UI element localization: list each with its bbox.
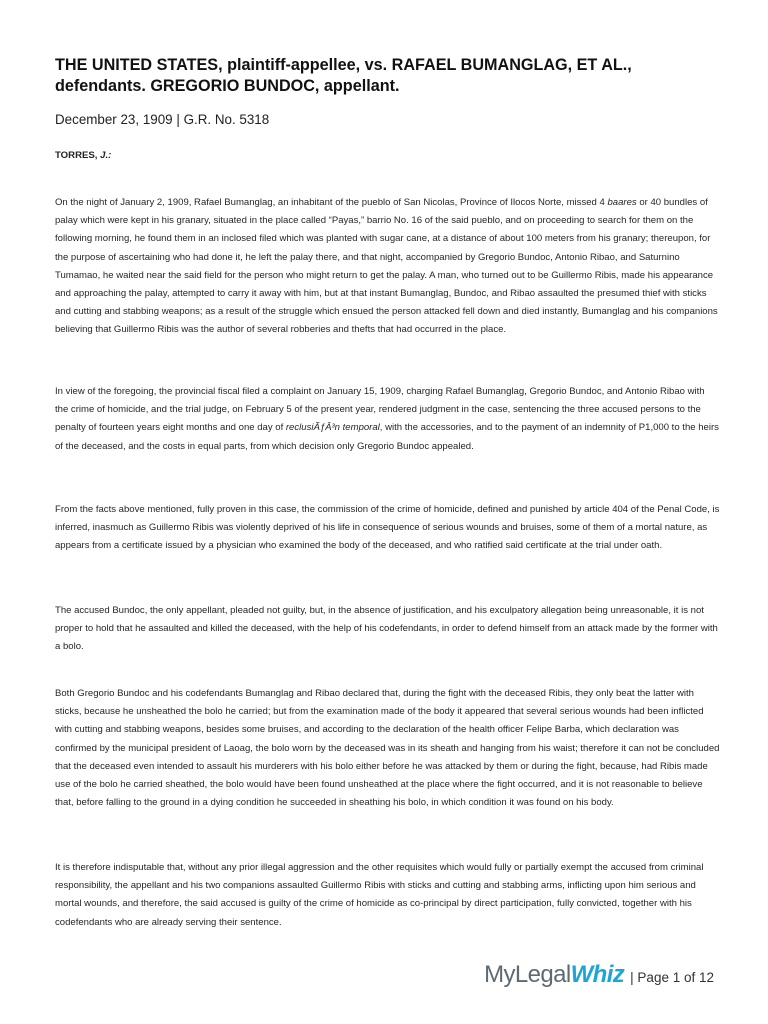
case-dateline bbox=[55, 111, 269, 129]
case-gr-number: G.R. No. 5318 bbox=[183, 112, 270, 127]
paragraph-2-italic: reclusiÃƒÂ³n temporal bbox=[285, 422, 380, 434]
paragraph-5: Both Gregorio Bundoc and his codefendants Bumanglag and Ribao declared that, during the fight with the deceased Ribis, they only beat the latter with sticks, because he unsheathed the bolo he carried; but from the examination made of the body it appeared that several serious wounds had been inflicted with cutting and stabbing weapons, besides some bruises, and according to the declaration of the health officer Felipe Barba, which declaration was confirmed by the municipal president of Laoag, the bolo worn by the deceased was in its sheath and hanging from his waist; therefore it can not be concluded that the deceased even intended to assault his murderers with his bolo either before he was attacked by them or during the fight, because, had Ribis made use of the bolo he carried sheathed, the bolo would have been found unsheathed at the place where the fight occurred, and it is not reasonable to believe that, before falling to the ground in a dying condition he succeeded in sheathing his bolo, in which condition it was found on his body. bbox=[55, 688, 720, 809]
page-number: | Page 1 of 12 bbox=[630, 969, 714, 985]
logo-text-whiz: Whiz bbox=[570, 961, 625, 988]
paragraph-2-text-b: , with the accessories, and to the payment of an indemnity of P1,000 to the heirs of the deceased, and the costs in equal parts, from which decision only Gregorio Bundoc appealed. bbox=[55, 422, 719, 452]
dateline-separator: | bbox=[176, 112, 180, 127]
ponente-suffix: J.: bbox=[100, 150, 112, 161]
paragraph-2 bbox=[55, 383, 720, 456]
paragraph-4: The accused Bundoc, the only appellant, pleaded not guilty, but, in the absence of justification, and his exculpatory allegation being unreasonable, it is not proper to hold that he assaulted and killed the deceased, with the help of his codefendants, in order to defend himself from an attack made by the former with a bolo. bbox=[55, 605, 718, 653]
paragraph-3: From the facts above mentioned, fully proven in this case, the commission of the crime of homicide, defined and punished by article 404 of the Penal Code, is inferred, inasmuch as Guillermo Ribis was violently deprived of his life in consequence of serious wounds and bruises, some of them of a mortal nature, as appears from a certificate issued by a physician who examined the body of the deceased, and who ratified said certificate at the trial under oath. bbox=[55, 504, 720, 552]
paragraph-6: It is therefore indisputable that, without any prior illegal aggression and the other requisites which would fully or partially exempt the accused from criminal responsibility, the appellant and his two companions assaulted Guillermo Ribis with sticks and cutting and stabbing arms, inflicting upon him serious and mortal wounds, and therefore, the said accused is guilty of the crime of homicide as co-principal by direct participation, fully convicted, together with his codefendants who are already serving their sentence. bbox=[55, 862, 704, 928]
paragraph-1-italic: baares bbox=[607, 197, 637, 208]
mylegalwhiz-logo bbox=[484, 960, 624, 990]
ponente bbox=[55, 149, 111, 162]
logo-text-mylegal: MyLegal bbox=[484, 961, 571, 988]
page-footer bbox=[484, 958, 714, 992]
paragraph-1 bbox=[55, 194, 720, 340]
ponente-name: TORRES, bbox=[55, 150, 98, 161]
paragraph-2-text-a: In view of the foregoing, the provincial fiscal filed a complaint on January 15, 1909, charging Rafael Bumanglag, Gregorio Bundoc, and Antonio Ribao with the crime of homicide, and the trial judge, on February 5 of the present year, rendered judgment in the case, sentencing the three accused persons to the penalty of fourteen years eight months and one day of bbox=[55, 386, 705, 434]
paragraph-1-text-b: or 40 bundles of palay which were kept in his granary, situated in the place called “Payas,” barrio No. 16 of the said pueblo, and on proceeding to search for them on the following morning, he found them in an inclosed filed which was planted with sugar cane, at a distance of about 100 meters from his granary; thereupon, for the purpose of ascertaining who had done it, he left the palay there, and that night, accompanied by Gregorio Bundoc, Antonio Ribao, and Saturnino Tumamao, he waited near the said field for the person who might return to get the palay. A man, who turned out to be Guillermo Ribis, made his appearance and approaching the palay, attempted to carry it away with him, but at that instant Bumanglag, Bundoc, and Ribao assaulted the presumed thief with sticks and cutting and stabbing weapons; as a result of the struggle which ensued the person attacked fell down and died instantly, Bumanglag and his companions believing that Guillermo Ribis was the author of several robberies and thefts that had occurred in the place. bbox=[55, 197, 718, 336]
case-date: December 23, 1909 bbox=[55, 112, 173, 127]
case-title: THE UNITED STATES, plaintiff-appellee, vs. RAFAEL BUMANGLAG, ET AL., defendants. GREGORIO BUNDOC, appellant. bbox=[55, 56, 632, 95]
paragraph-1-text-a: On the night of January 2, 1909, Rafael Bumanglag, an inhabitant of the pueblo of San Nicolas, Province of Ilocos Norte, missed 4 bbox=[55, 197, 608, 208]
